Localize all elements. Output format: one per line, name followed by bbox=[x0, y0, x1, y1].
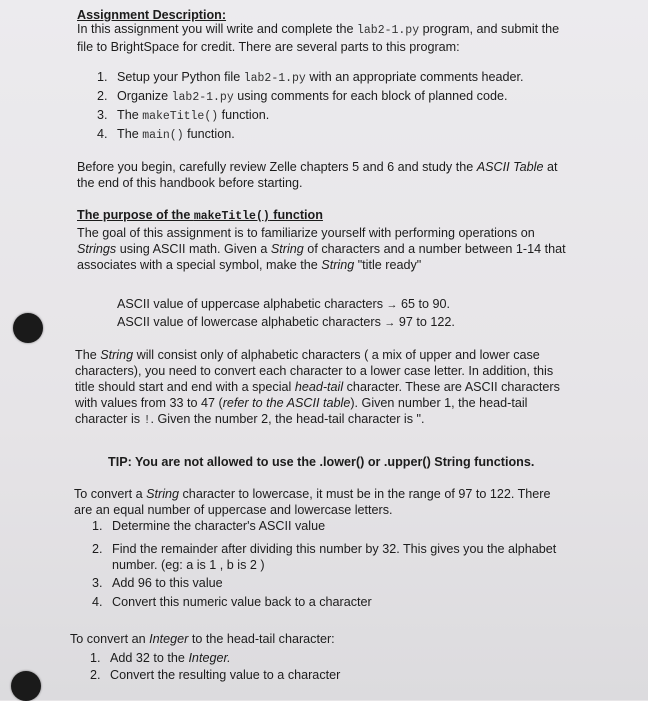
ascii-lower-range: ASCII value of lowercase alphabetic characters → 97 to 122. bbox=[117, 315, 455, 329]
convert-lower-line-1: To convert a String character to lowercase, it must be in the range of 97 to 122. There bbox=[74, 487, 551, 501]
assignment-heading: Assignment Description: bbox=[77, 8, 227, 22]
step-4: 4. The main() function. bbox=[97, 127, 235, 142]
before-line-1: Before you begin, carefully review Zelle chapters 5 and 6 and study the ASCII Table at bbox=[77, 160, 558, 174]
before-paragraph bbox=[77, 159, 637, 191]
lower-step-2-cont: number. (eg: a is 1 , b is 2 ) bbox=[112, 558, 265, 572]
string-line-2: characters), you need to convert each character to a lower case letter. In addition, this bbox=[75, 364, 554, 378]
purpose-line-1: The goal of this assignment is to familiarize yourself with performing operations on bbox=[77, 226, 535, 240]
binder-hole-icon bbox=[11, 671, 41, 701]
intro-line-1: In this assignment you will write and complete the lab2-1.py program, and submit the bbox=[77, 22, 560, 37]
int-step-2: 2. Convert the resulting value to a character bbox=[90, 668, 341, 682]
purpose-section bbox=[77, 207, 637, 273]
string-line-1: The String will consist only of alphabetic characters ( a mix of upper and lower case bbox=[75, 348, 540, 362]
purpose-heading: The purpose of the makeTitle() function bbox=[77, 208, 323, 223]
tip-text: TIP: You are not allowed to use the .lower() or .upper() String functions. bbox=[108, 455, 535, 469]
intro-paragraph bbox=[77, 21, 637, 55]
convert-lower-line-2: are an equal number of uppercase and lowercase letters. bbox=[74, 503, 393, 517]
ascii-upper-range: ASCII value of uppercase alphabetic characters → 65 to 90. bbox=[117, 297, 451, 311]
binder-hole-icon bbox=[13, 313, 43, 343]
int-step-1: 1. Add 32 to the Integer. bbox=[90, 651, 231, 665]
arrow-right-icon: → bbox=[386, 299, 398, 311]
step-2: 2. Organize lab2-1.py using comments for each block of planned code. bbox=[97, 89, 508, 104]
arrow-right-icon: → bbox=[384, 317, 396, 329]
string-line-4: with values from 33 to 47 (refer to the ASCII table). Given number 1, the head-tail bbox=[75, 396, 528, 410]
lower-step-1: 1. Determine the character's ASCII value bbox=[92, 519, 326, 533]
step-1: 1. Setup your Python file lab2-1.py with an appropriate comments header. bbox=[97, 70, 524, 85]
step-3: 3. The makeTitle() function. bbox=[97, 108, 270, 123]
string-paragraph bbox=[75, 347, 640, 429]
string-line-3: title should start and end with a special head-tail character. These are ASCII characters bbox=[75, 380, 560, 394]
purpose-line-2: Strings using ASCII math. Given a String of characters and a number between 1-14 that bbox=[77, 242, 566, 256]
lower-step-2: 2. Find the remainder after dividing this number by 32. This gives you the alphabet bbox=[92, 542, 557, 556]
intro-line-2: file to BrightSpace for credit. There are several parts to this program: bbox=[77, 40, 460, 54]
string-line-5: character is !. Given the number 2, the head-tail character is ". bbox=[75, 412, 425, 427]
convert-int-heading: To convert an Integer to the head-tail character: bbox=[70, 632, 335, 646]
lower-step-4: 4. Convert this numeric value back to a character bbox=[92, 595, 372, 609]
convert-lower-paragraph bbox=[74, 486, 640, 518]
before-line-2: the end of this handbook before starting. bbox=[77, 176, 303, 190]
purpose-line-3: associates with a special symbol, make the String "title ready" bbox=[77, 258, 422, 272]
lower-step-3: 3. Add 96 to this value bbox=[92, 576, 223, 590]
